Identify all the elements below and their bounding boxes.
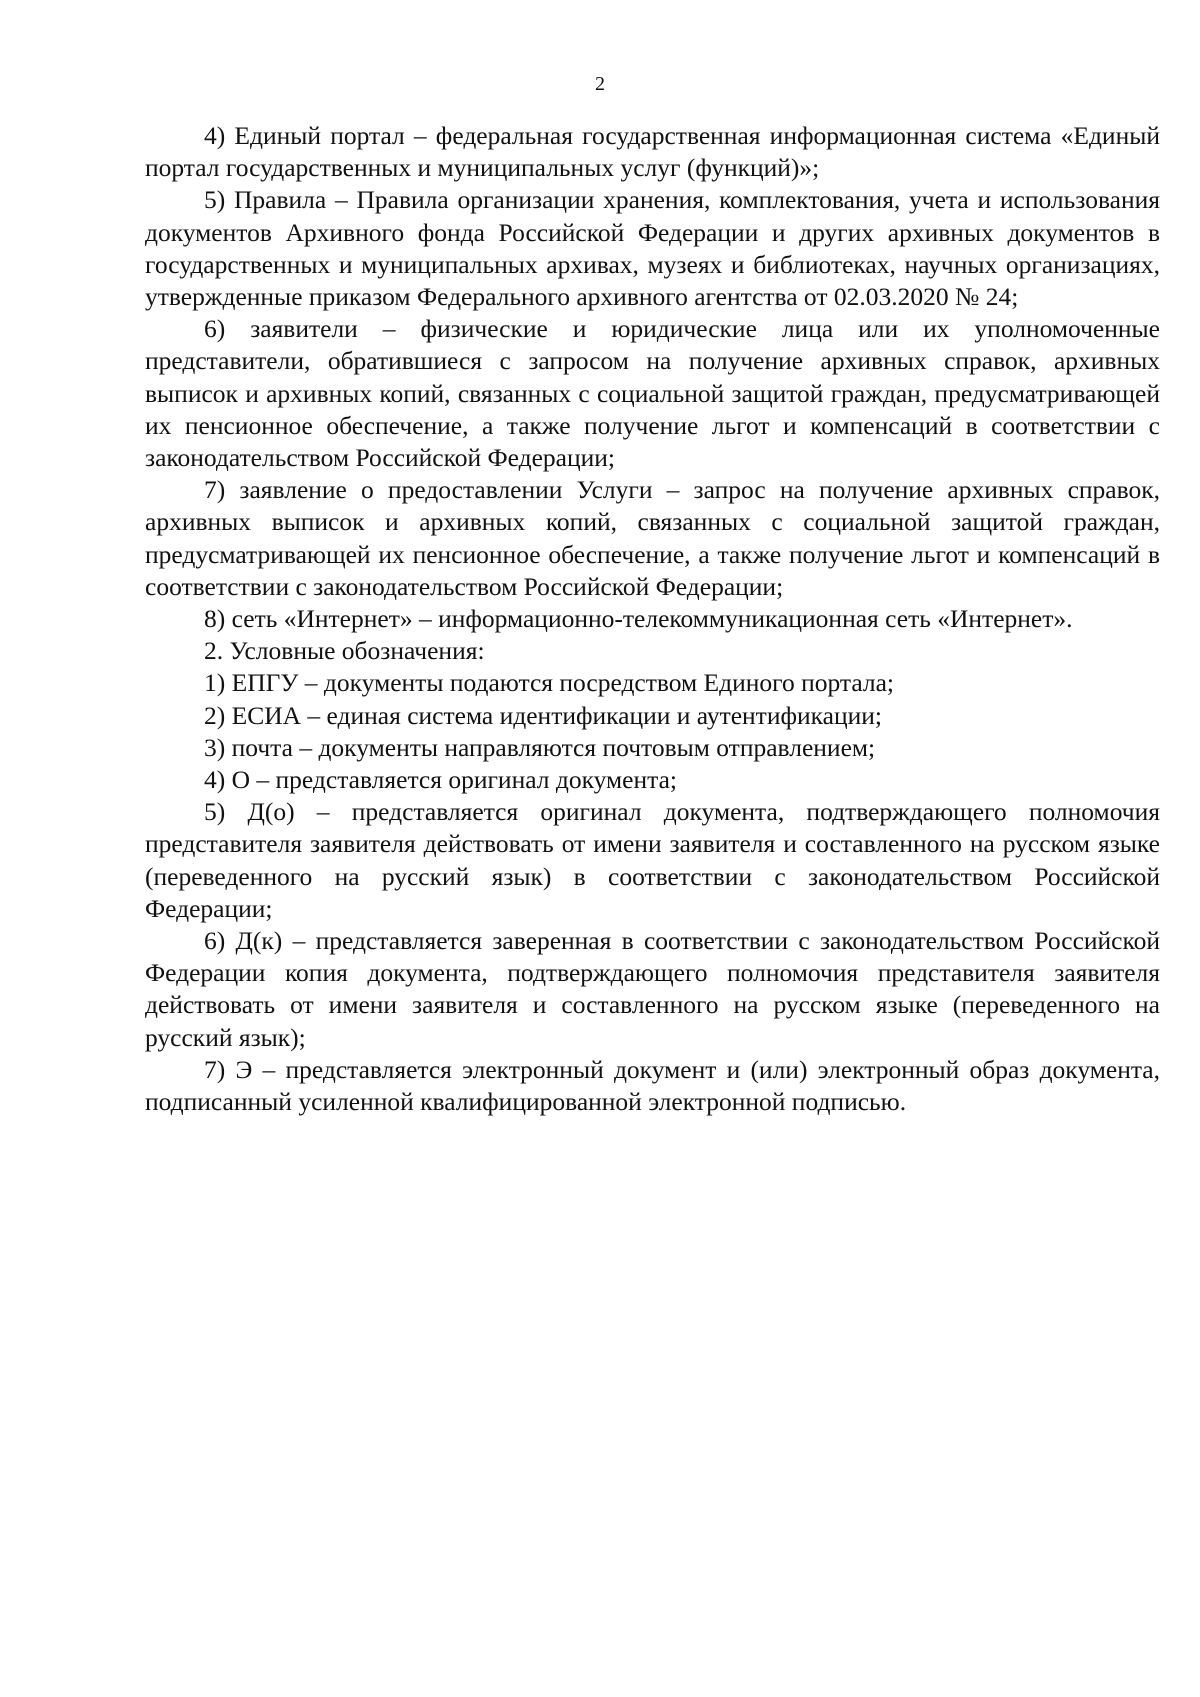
symbol-epgu: 1) ЕПГУ – документы подаются посредством Единого портала; [204, 668, 895, 698]
page-number: 2 [595, 73, 605, 95]
symbol-d-original: 5) Д(о) – представляется оригинал документа, подтверждающего полномочия представителя заявителя действовать от имени заявителя и составленного на русском языке (переведенного на русский язык) в соответствии с законодательством Российской Федерации; [145, 797, 1160, 923]
document-body [145, 120, 1160, 1118]
symbol-mail: 3) почта – документы направляются почтовым отправлением; [204, 732, 876, 762]
symbol-electronic: 7) Э – представляется электронный документ и (или) электронный образ документа, подписанный усиленной квалифицированной электронной подписью. [145, 1054, 1160, 1117]
symbol-d-copy: 6) Д(к) – представляется заверенная в соответствии с законодательством Российской Федерации копия документа, подтверждающего полномочия представителя заявителя действовать от имени заявителя и составленного на русском языке (переведенного на русский язык); [145, 926, 1160, 1052]
definition-applicants: 6) заявители – физические и юридические лица или их уполномоченные представители, обратившиеся с запросом на получение архивных справок, архивных выписок и архивных копий, связанных с социальной защитой граждан, предусматривающей их пенсионное обеспечение, а также получение льгот и компенсаций в соответствии с законодательством Российской Федерации; [145, 314, 1160, 473]
section-heading-symbols: 2. Условные обозначения: [204, 636, 485, 666]
definition-application: 7) заявление о предоставлении Услуги – запрос на получение архивных справок, архивных выписок и архивных копий, связанных с социальной защитой граждан, предусматривающей их пенсионное обеспечение, а также получение льгот и компенсаций в соответствии с законодательством Российской Федерации; [145, 475, 1160, 601]
definition-rules: 5) Правила – Правила организации хранения, комплектования, учета и использования документов Архивного фонда Российской Федерации и других архивных документов в государственных и муниципальных архивах, музеях и библиотеках, научных организациях, утвержденные приказом Федерального архивного агентства от 02.03.2020 № 24; [145, 185, 1160, 312]
definition-internet: 8) сеть «Интернет» – информационно-телекоммуникационная сеть «Интернет». [204, 604, 1073, 634]
symbol-original: 4) О – представляется оригинал документа; [204, 765, 677, 795]
symbol-esia: 2) ЕСИА – единая система идентификации и аутентификации; [204, 700, 882, 730]
definition-unified-portal: 4) Единый портал – федеральная государственная информационная система «Единый портал государственных и муниципальных услуг (функций)»; [145, 121, 1160, 183]
